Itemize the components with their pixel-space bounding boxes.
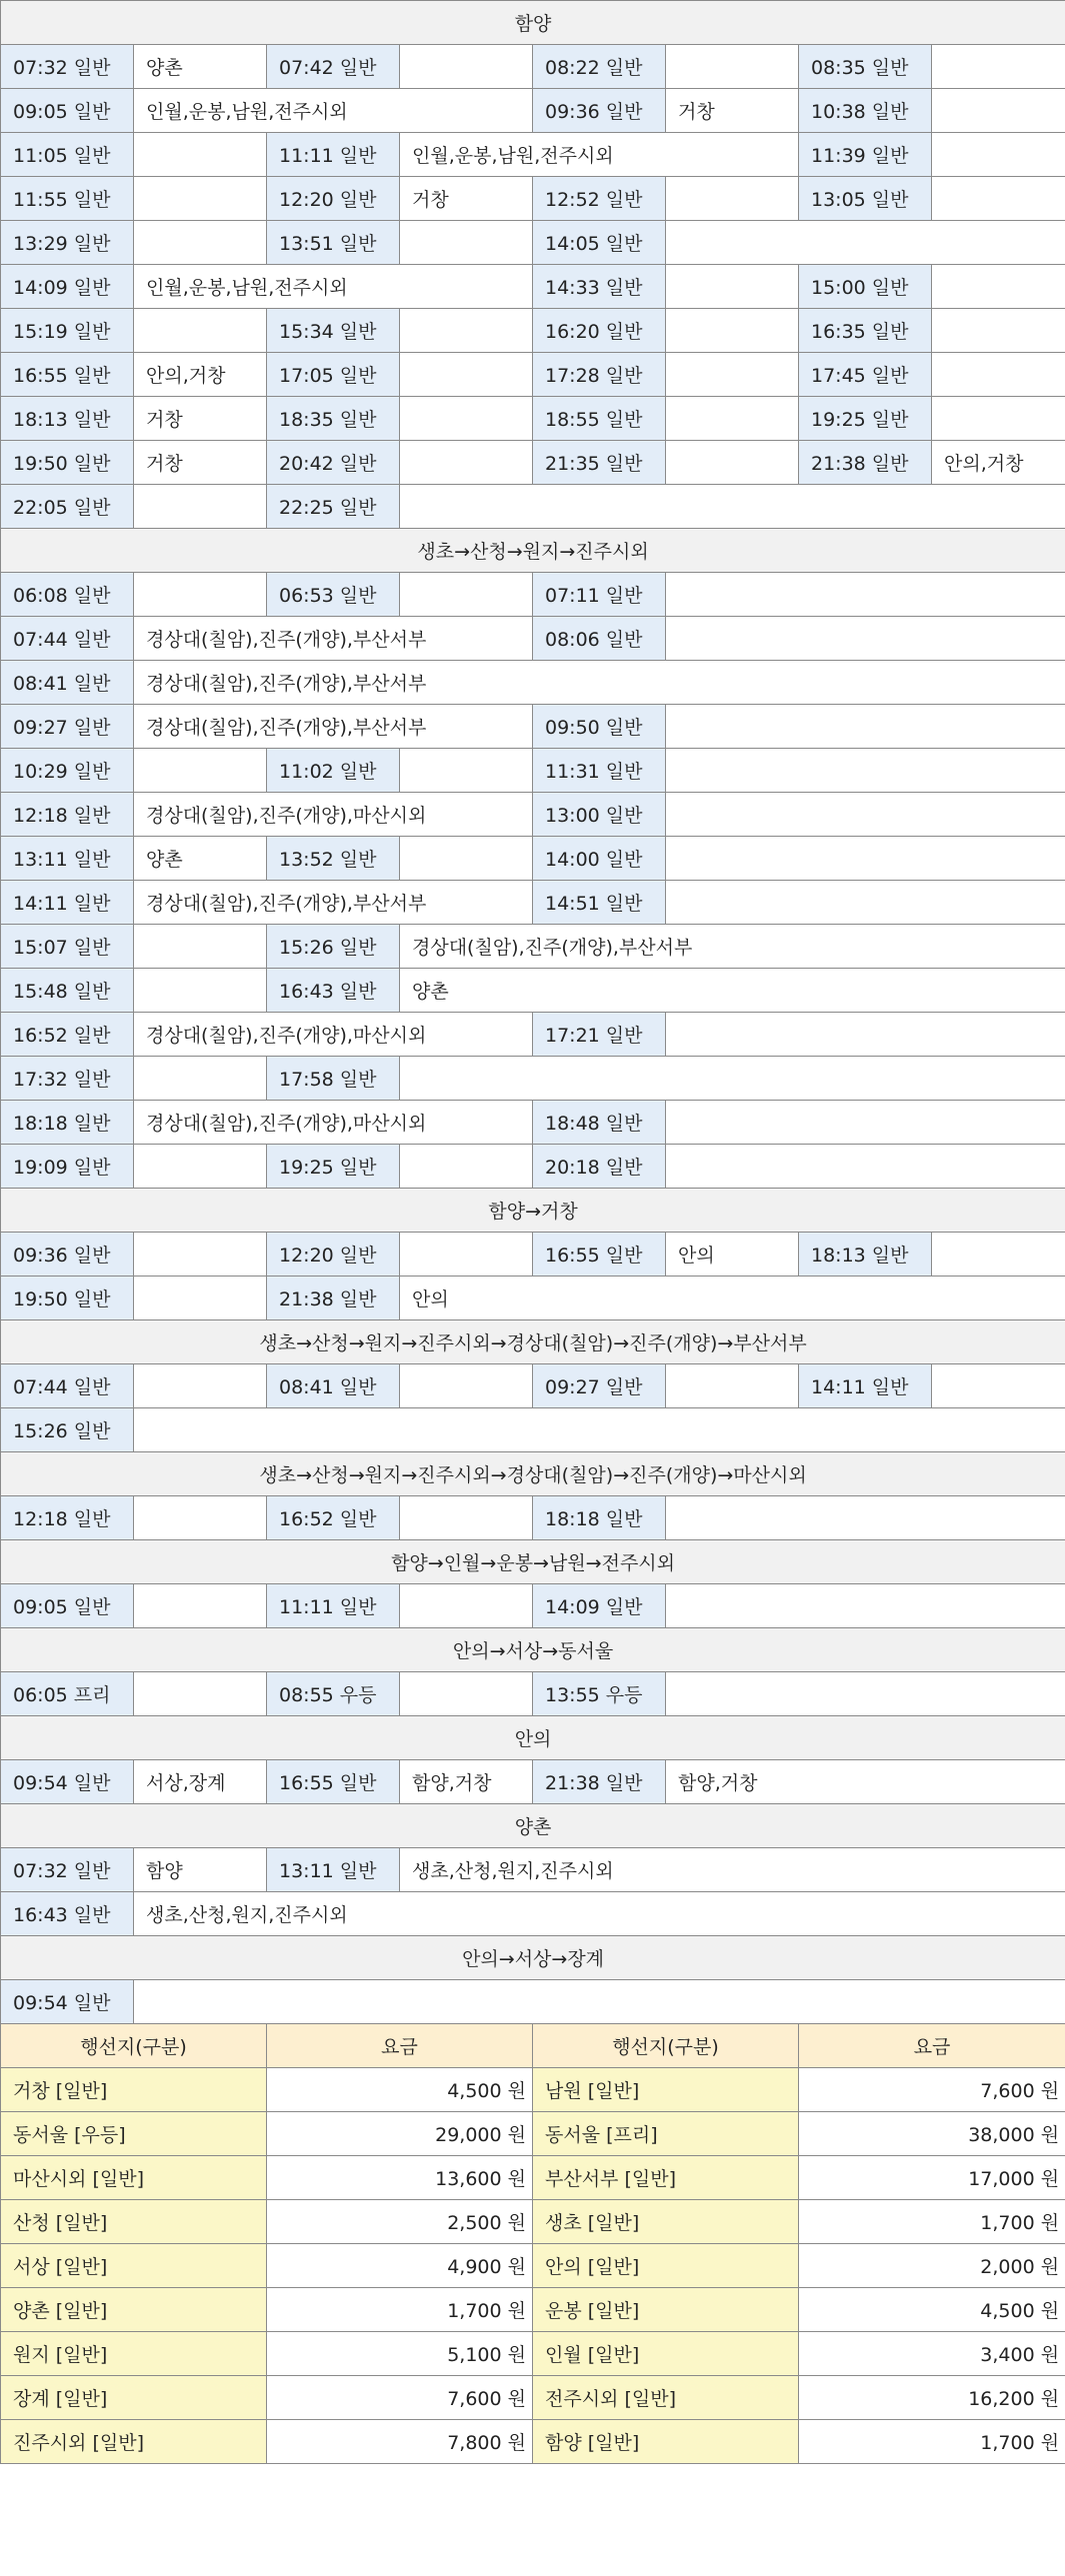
fare-destination: 인월 [일반] [533, 2332, 799, 2376]
section-title: 안의→서상→동서울 [1, 1628, 1065, 1672]
fare-destination-header: 행선지(구분) [1, 2024, 267, 2068]
departure-time: 14:33 일반 [533, 265, 666, 309]
fare-destination: 부산서부 [일반] [533, 2156, 799, 2200]
schedule-row [1, 1892, 1065, 1936]
schedule-row [1, 397, 1065, 441]
schedule-row [1, 1233, 1065, 1277]
fare-amount: 4,500 원 [267, 2068, 533, 2112]
schedule-row [1, 1496, 1065, 1540]
route-note [400, 837, 533, 881]
route-note [400, 1496, 533, 1540]
departure-time: 18:13 일반 [1, 397, 134, 441]
departure-time: 19:25 일반 [267, 1145, 400, 1189]
departure-time: 18:48 일반 [533, 1101, 666, 1145]
route-note: 경상대(칠암),진주(개양),부산서부 [134, 705, 533, 749]
route-note [134, 1145, 267, 1189]
route-note [134, 1980, 1065, 2024]
schedule-row [1, 925, 1065, 969]
route-note: 양촌 [134, 837, 267, 881]
departure-time: 19:50 일반 [1, 1277, 134, 1320]
fare-amount: 1,700 원 [799, 2200, 1065, 2244]
departure-time: 21:38 일반 [267, 1277, 400, 1320]
route-note [400, 573, 533, 617]
fare-destination: 함양 [일반] [533, 2420, 799, 2464]
route-note: 경상대(칠암),진주(개양),부산서부 [400, 925, 1065, 969]
departure-time: 13:55 우등 [533, 1672, 666, 1716]
fare-row [1, 2332, 1065, 2376]
route-note: 인월,운봉,남원,전주시외 [400, 133, 799, 177]
fare-destination: 진주시외 [일반] [1, 2420, 267, 2464]
departure-time: 09:27 일반 [1, 705, 134, 749]
departure-time: 12:18 일반 [1, 1496, 134, 1540]
route-note [400, 221, 533, 265]
fare-destination: 서상 [일반] [1, 2244, 267, 2288]
route-note [932, 265, 1065, 309]
schedule-row [1, 1980, 1065, 2024]
route-note [666, 793, 1065, 837]
section-title: 안의→서상→장계 [1, 1936, 1065, 1980]
departure-time: 13:29 일반 [1, 221, 134, 265]
route-note [666, 1364, 799, 1408]
schedule-row [1, 661, 1065, 705]
route-note [400, 1233, 533, 1277]
departure-time: 09:05 일반 [1, 1584, 134, 1628]
route-note [134, 573, 267, 617]
departure-time: 09:54 일반 [1, 1980, 134, 2024]
route-note: 거창 [666, 89, 799, 133]
departure-time: 11:55 일반 [1, 177, 134, 221]
route-note [400, 397, 533, 441]
route-note: 경상대(칠암),진주(개양),마산시외 [134, 1013, 533, 1057]
schedule-row [1, 309, 1065, 353]
route-note [134, 1364, 267, 1408]
departure-time: 14:09 일반 [1, 265, 134, 309]
fare-row [1, 2420, 1065, 2464]
schedule-row [1, 1277, 1065, 1320]
departure-time: 09:50 일반 [533, 705, 666, 749]
route-note [932, 309, 1065, 353]
route-note [932, 45, 1065, 89]
route-note [134, 969, 267, 1013]
fare-amount-header: 요금 [267, 2024, 533, 2068]
route-note: 거창 [134, 397, 267, 441]
fare-amount: 4,900 원 [267, 2244, 533, 2288]
fare-amount: 3,400 원 [799, 2332, 1065, 2376]
route-note: 안의 [666, 1233, 799, 1277]
route-note [666, 1101, 1065, 1145]
fare-amount: 16,200 원 [799, 2376, 1065, 2420]
route-note [932, 177, 1065, 221]
fare-destination: 전주시외 [일반] [533, 2376, 799, 2420]
departure-time: 14:00 일반 [533, 837, 666, 881]
fare-amount: 4,500 원 [799, 2288, 1065, 2332]
fare-destination: 마산시외 [일반] [1, 2156, 267, 2200]
section-title: 함양→인월→운봉→남원→전주시외 [1, 1540, 1065, 1584]
fare-destination-header: 행선지(구분) [533, 2024, 799, 2068]
route-note: 경상대(칠암),진주(개양),부산서부 [134, 881, 533, 925]
route-note: 거창 [400, 177, 533, 221]
route-note: 거창 [134, 441, 267, 485]
departure-time: 17:32 일반 [1, 1057, 134, 1101]
route-note [400, 1672, 533, 1716]
section-header-row [1, 1, 1065, 45]
departure-time: 14:11 일반 [799, 1364, 932, 1408]
departure-time: 11:11 일반 [267, 133, 400, 177]
route-note [666, 265, 799, 309]
route-note [134, 1408, 1065, 1452]
route-note [666, 1496, 1065, 1540]
schedule-row [1, 573, 1065, 617]
route-note [134, 1496, 267, 1540]
route-note [134, 1277, 267, 1320]
fare-destination: 생초 [일반] [533, 2200, 799, 2244]
departure-time: 13:52 일반 [267, 837, 400, 881]
fare-row [1, 2244, 1065, 2288]
route-note [932, 133, 1065, 177]
section-title: 생초→산청→원지→진주시외→경상대(칠암)→진주(개양)→마산시외 [1, 1452, 1065, 1496]
departure-time: 08:55 우등 [267, 1672, 400, 1716]
schedule-row [1, 1760, 1065, 1804]
departure-time: 08:35 일반 [799, 45, 932, 89]
section-header-row [1, 1716, 1065, 1760]
route-note [666, 353, 799, 397]
departure-time: 07:32 일반 [1, 45, 134, 89]
departure-time: 21:38 일반 [799, 441, 932, 485]
departure-time: 08:41 일반 [1, 661, 134, 705]
fare-amount: 7,600 원 [799, 2068, 1065, 2112]
route-note [400, 353, 533, 397]
departure-time: 14:09 일반 [533, 1584, 666, 1628]
route-note [666, 441, 799, 485]
fare-destination: 운봉 [일반] [533, 2288, 799, 2332]
schedule-row [1, 837, 1065, 881]
route-note: 안의,거창 [932, 441, 1065, 485]
route-note: 인월,운봉,남원,전주시외 [134, 89, 533, 133]
route-note [932, 89, 1065, 133]
departure-time: 21:38 일반 [533, 1760, 666, 1804]
departure-time: 15:19 일반 [1, 309, 134, 353]
schedule-row [1, 45, 1065, 89]
departure-time: 16:55 일반 [1, 353, 134, 397]
section-header-row [1, 1804, 1065, 1848]
departure-time: 09:36 일반 [1, 1233, 134, 1277]
fare-amount: 2,500 원 [267, 2200, 533, 2244]
schedule-row [1, 1145, 1065, 1189]
schedule-row [1, 749, 1065, 793]
route-note [932, 397, 1065, 441]
route-note: 함양,거창 [400, 1760, 533, 1804]
departure-time: 07:11 일반 [533, 573, 666, 617]
section-header-row [1, 529, 1065, 573]
route-note [932, 1233, 1065, 1277]
departure-time: 16:43 일반 [267, 969, 400, 1013]
fare-amount-header: 요금 [799, 2024, 1065, 2068]
route-note [134, 749, 267, 793]
route-note: 생초,산청,원지,진주시외 [400, 1848, 1065, 1892]
fare-destination: 동서울 [우등] [1, 2112, 267, 2156]
departure-time: 20:42 일반 [267, 441, 400, 485]
route-note [932, 353, 1065, 397]
schedule-row [1, 1584, 1065, 1628]
schedule-row [1, 353, 1065, 397]
route-note: 경상대(칠암),진주(개양),부산서부 [134, 661, 1065, 705]
schedule-row [1, 617, 1065, 661]
route-note [666, 617, 1065, 661]
section-title: 생초→산청→원지→진주시외 [1, 529, 1065, 573]
departure-time: 07:32 일반 [1, 1848, 134, 1892]
fare-destination: 양촌 [일반] [1, 2288, 267, 2332]
departure-time: 13:05 일반 [799, 177, 932, 221]
route-note [134, 177, 267, 221]
departure-time: 17:05 일반 [267, 353, 400, 397]
departure-time: 12:52 일반 [533, 177, 666, 221]
schedule-row [1, 705, 1065, 749]
departure-time: 09:36 일반 [533, 89, 666, 133]
departure-time: 12:20 일반 [267, 177, 400, 221]
fare-amount: 38,000 원 [799, 2112, 1065, 2156]
route-note [400, 309, 533, 353]
schedule-row [1, 177, 1065, 221]
departure-time: 12:20 일반 [267, 1233, 400, 1277]
departure-time: 22:05 일반 [1, 485, 134, 529]
schedule-row [1, 441, 1065, 485]
route-note: 경상대(칠암),진주(개양),마산시외 [134, 793, 533, 837]
departure-time: 11:39 일반 [799, 133, 932, 177]
route-note [134, 1233, 267, 1277]
route-note [400, 45, 533, 89]
departure-time: 09:54 일반 [1, 1760, 134, 1804]
fare-row [1, 2200, 1065, 2244]
departure-time: 08:41 일반 [267, 1364, 400, 1408]
departure-time: 13:51 일반 [267, 221, 400, 265]
fare-destination: 동서울 [프리] [533, 2112, 799, 2156]
route-note [666, 749, 1065, 793]
schedule-row [1, 793, 1065, 837]
departure-time: 06:05 프리 [1, 1672, 134, 1716]
route-note [134, 221, 267, 265]
section-title: 함양→거창 [1, 1189, 1065, 1233]
route-note [666, 837, 1065, 881]
departure-time: 20:18 일반 [533, 1145, 666, 1189]
route-note: 양촌 [134, 45, 267, 89]
route-note [134, 925, 267, 969]
departure-time: 18:35 일반 [267, 397, 400, 441]
departure-time: 06:08 일반 [1, 573, 134, 617]
route-note [400, 441, 533, 485]
section-header-row [1, 1189, 1065, 1233]
fare-destination: 원지 [일반] [1, 2332, 267, 2376]
fare-amount: 7,600 원 [267, 2376, 533, 2420]
departure-time: 10:38 일반 [799, 89, 932, 133]
route-note [134, 133, 267, 177]
route-note [666, 309, 799, 353]
route-note: 안의 [400, 1277, 1065, 1320]
fare-row [1, 2068, 1065, 2112]
fare-destination: 거창 [일반] [1, 2068, 267, 2112]
route-note [134, 1057, 267, 1101]
route-note [134, 309, 267, 353]
fare-amount: 29,000 원 [267, 2112, 533, 2156]
departure-time: 19:09 일반 [1, 1145, 134, 1189]
departure-time: 16:43 일반 [1, 1892, 134, 1936]
departure-time: 14:05 일반 [533, 221, 666, 265]
departure-time: 15:07 일반 [1, 925, 134, 969]
section-header-row [1, 1628, 1065, 1672]
fare-destination: 안의 [일반] [533, 2244, 799, 2288]
departure-time: 18:13 일반 [799, 1233, 932, 1277]
departure-time: 16:20 일반 [533, 309, 666, 353]
route-note [666, 1013, 1065, 1057]
timetable-body [1, 1, 1065, 2464]
route-note: 서상,장계 [134, 1760, 267, 1804]
departure-time: 14:51 일반 [533, 881, 666, 925]
departure-time: 15:00 일반 [799, 265, 932, 309]
departure-time: 06:53 일반 [267, 573, 400, 617]
route-note [400, 1364, 533, 1408]
section-title: 양촌 [1, 1804, 1065, 1848]
route-note: 인월,운봉,남원,전주시외 [134, 265, 533, 309]
departure-time: 17:58 일반 [267, 1057, 400, 1101]
departure-time: 16:55 일반 [267, 1760, 400, 1804]
fare-amount: 7,800 원 [267, 2420, 533, 2464]
fare-row [1, 2156, 1065, 2200]
route-note [400, 1145, 533, 1189]
route-note [666, 177, 799, 221]
departure-time: 22:25 일반 [267, 485, 400, 529]
fare-destination: 산청 [일반] [1, 2200, 267, 2244]
fare-amount: 13,600 원 [267, 2156, 533, 2200]
schedule-row [1, 485, 1065, 529]
route-note [400, 485, 1065, 529]
route-note [666, 397, 799, 441]
section-title: 안의 [1, 1716, 1065, 1760]
route-note: 경상대(칠암),진주(개양),마산시외 [134, 1101, 533, 1145]
departure-time: 15:34 일반 [267, 309, 400, 353]
route-note [666, 45, 799, 89]
departure-time: 13:11 일반 [1, 837, 134, 881]
schedule-row [1, 133, 1065, 177]
departure-time: 16:52 일반 [1, 1013, 134, 1057]
fare-amount: 5,100 원 [267, 2332, 533, 2376]
route-note: 안의,거창 [134, 353, 267, 397]
section-header-row [1, 1540, 1065, 1584]
section-header-row [1, 1452, 1065, 1496]
schedule-row [1, 89, 1065, 133]
departure-time: 08:06 일반 [533, 617, 666, 661]
schedule-row [1, 1013, 1065, 1057]
departure-time: 18:18 일반 [1, 1101, 134, 1145]
schedule-row [1, 221, 1065, 265]
route-note [666, 1145, 1065, 1189]
schedule-row [1, 265, 1065, 309]
route-note [400, 1057, 1065, 1101]
schedule-row [1, 1101, 1065, 1145]
fare-amount: 17,000 원 [799, 2156, 1065, 2200]
fare-amount: 1,700 원 [799, 2420, 1065, 2464]
departure-time: 07:44 일반 [1, 617, 134, 661]
departure-time: 07:42 일반 [267, 45, 400, 89]
departure-time: 19:50 일반 [1, 441, 134, 485]
fare-destination: 남원 [일반] [533, 2068, 799, 2112]
fare-row [1, 2376, 1065, 2420]
route-note [666, 221, 1065, 265]
schedule-row [1, 1672, 1065, 1716]
departure-time: 11:02 일반 [267, 749, 400, 793]
section-header-row [1, 1936, 1065, 1980]
departure-time: 14:11 일반 [1, 881, 134, 925]
fare-amount: 2,000 원 [799, 2244, 1065, 2288]
route-note [134, 1584, 267, 1628]
departure-time: 17:21 일반 [533, 1013, 666, 1057]
fare-row [1, 2288, 1065, 2332]
route-note [932, 1364, 1065, 1408]
route-note [400, 1584, 533, 1628]
departure-time: 16:35 일반 [799, 309, 932, 353]
departure-time: 09:05 일반 [1, 89, 134, 133]
schedule-row [1, 1848, 1065, 1892]
departure-time: 12:18 일반 [1, 793, 134, 837]
departure-time: 18:55 일반 [533, 397, 666, 441]
departure-time: 17:45 일반 [799, 353, 932, 397]
departure-time: 13:11 일반 [267, 1848, 400, 1892]
departure-time: 16:52 일반 [267, 1496, 400, 1540]
route-note: 함양,거창 [666, 1760, 1065, 1804]
departure-time: 15:48 일반 [1, 969, 134, 1013]
fare-amount: 1,700 원 [267, 2288, 533, 2332]
departure-time: 07:44 일반 [1, 1364, 134, 1408]
schedule-row [1, 881, 1065, 925]
route-note [134, 1672, 267, 1716]
schedule-row [1, 1364, 1065, 1408]
route-note: 생초,산청,원지,진주시외 [134, 1892, 1065, 1936]
schedule-row [1, 1057, 1065, 1101]
departure-time: 15:26 일반 [1, 1408, 134, 1452]
route-note [666, 573, 1065, 617]
departure-time: 08:22 일반 [533, 45, 666, 89]
schedule-row [1, 1408, 1065, 1452]
departure-time: 09:27 일반 [533, 1364, 666, 1408]
departure-time: 15:26 일반 [267, 925, 400, 969]
departure-time: 13:00 일반 [533, 793, 666, 837]
fare-destination: 장계 [일반] [1, 2376, 267, 2420]
route-note: 양촌 [400, 969, 1065, 1013]
section-header-row [1, 1320, 1065, 1364]
section-title: 생초→산청→원지→진주시외→경상대(칠암)→진주(개양)→부산서부 [1, 1320, 1065, 1364]
fare-header-row [1, 2024, 1065, 2068]
departure-time: 19:25 일반 [799, 397, 932, 441]
departure-time: 16:55 일반 [533, 1233, 666, 1277]
fare-row [1, 2112, 1065, 2156]
departure-time: 11:05 일반 [1, 133, 134, 177]
route-note [666, 881, 1065, 925]
route-note: 함양 [134, 1848, 267, 1892]
departure-time: 11:31 일반 [533, 749, 666, 793]
section-title: 함양 [1, 1, 1065, 45]
route-note [400, 749, 533, 793]
schedule-row [1, 969, 1065, 1013]
route-note [666, 1672, 1065, 1716]
departure-time: 17:28 일반 [533, 353, 666, 397]
departure-time: 11:11 일반 [267, 1584, 400, 1628]
route-note: 경상대(칠암),진주(개양),부산서부 [134, 617, 533, 661]
route-note [666, 705, 1065, 749]
departure-time: 10:29 일반 [1, 749, 134, 793]
route-note [666, 1584, 1065, 1628]
departure-time: 18:18 일반 [533, 1496, 666, 1540]
departure-time: 21:35 일반 [533, 441, 666, 485]
route-note [134, 485, 267, 529]
